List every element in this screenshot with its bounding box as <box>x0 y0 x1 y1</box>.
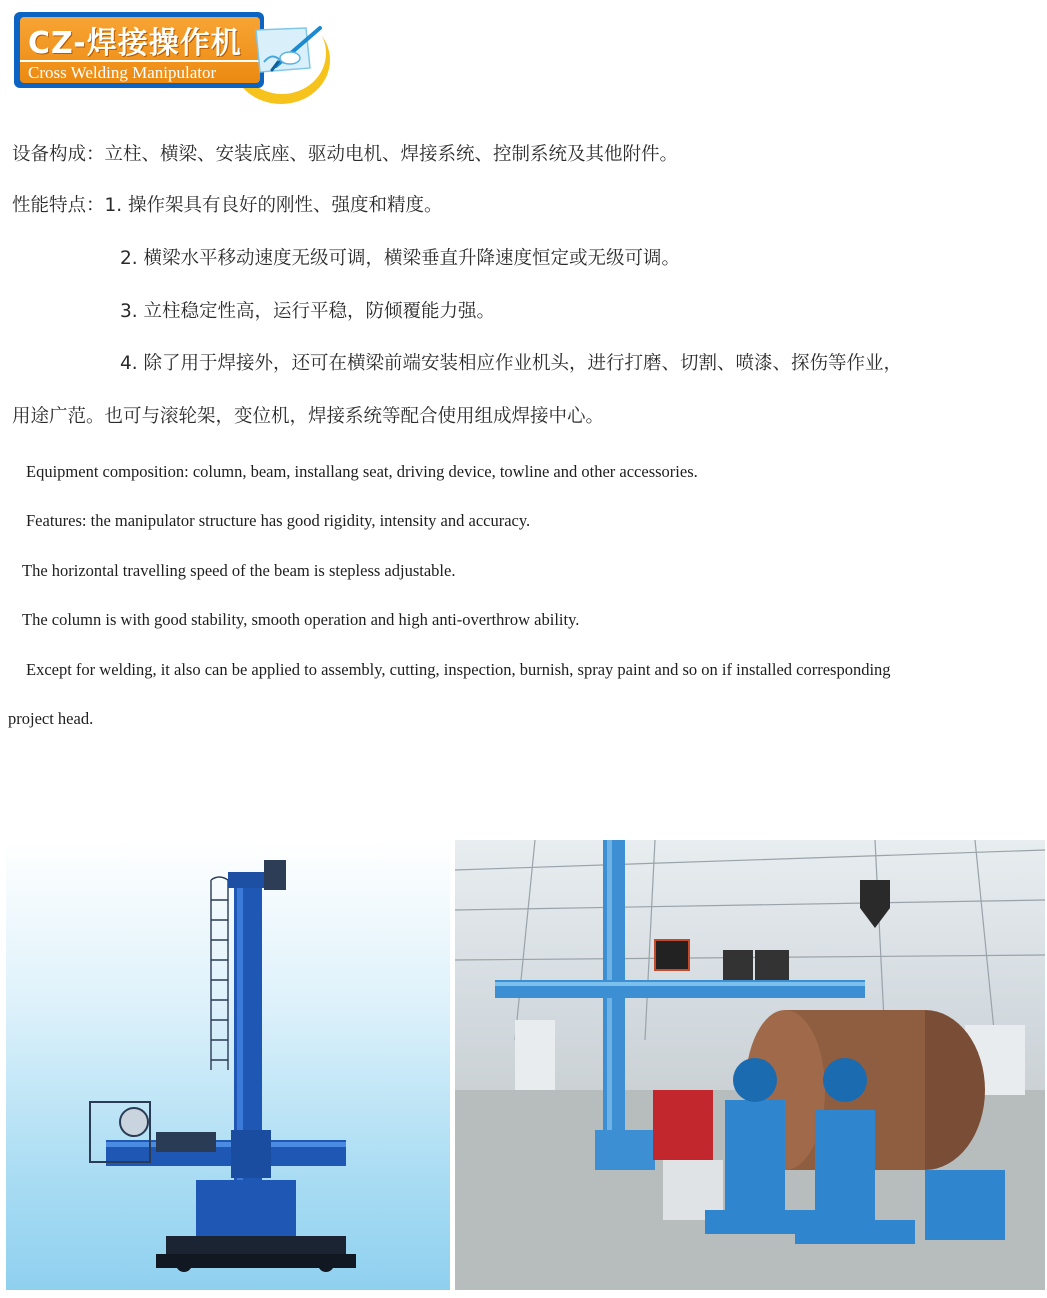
cn-feature-4-cont: 用途广范。也可与滚轮架，变位机，焊接系统等配合使用组成焊接中心。 <box>12 406 605 427</box>
manipulator-illustration <box>6 840 450 1290</box>
header-badge <box>14 12 334 92</box>
welding-manipulator-photo <box>6 840 450 1290</box>
welding-workshop-photo <box>455 840 1045 1290</box>
en-applications: Except for welding, it also can be applied to assembly, cutting, inspection, burnish, spray paint and so on if installed corresponding <box>26 660 891 679</box>
page-subtitle: Cross Welding Manipulator <box>28 63 217 82</box>
en-equipment-composition: Equipment composition: column, beam, installang seat, driving device, towline and other accessories. <box>26 462 698 481</box>
en-column-stability: The column is with good stability, smooth operation and high anti-overthrow ability. <box>22 610 580 629</box>
cn-feature-3: 3. 立柱稳定性高，运行平稳，防倾覆能力强。 <box>120 301 496 322</box>
en-applications-cont: project head. <box>8 709 94 728</box>
cn-feature-4: 4. 除了用于焊接外，还可在横梁前端安装相应作业机头，进行打磨、切割、喷漆、探伤等作业， <box>120 353 903 374</box>
cn-features: 性能特点：1. 操作架具有良好的刚性、强度和精度。 <box>12 195 443 216</box>
en-beam-speed: The horizontal travelling speed of the beam is stepless adjustable. <box>22 561 456 580</box>
pen-writing-icon <box>250 22 328 88</box>
workshop-illustration <box>455 840 1045 1290</box>
cn-feature-2: 2. 横梁水平移动速度无级可调，横梁垂直升降速度恒定或无级可调。 <box>120 248 681 269</box>
cn-equipment-composition: 设备构成：立柱、横梁、安装底座、驱动电机、焊接系统、控制系统及其他附件。 <box>12 144 679 165</box>
page-title: CZ-焊接操作机 <box>28 26 242 61</box>
en-features: Features: the manipulator structure has good rigidity, intensity and accuracy. <box>26 511 531 530</box>
